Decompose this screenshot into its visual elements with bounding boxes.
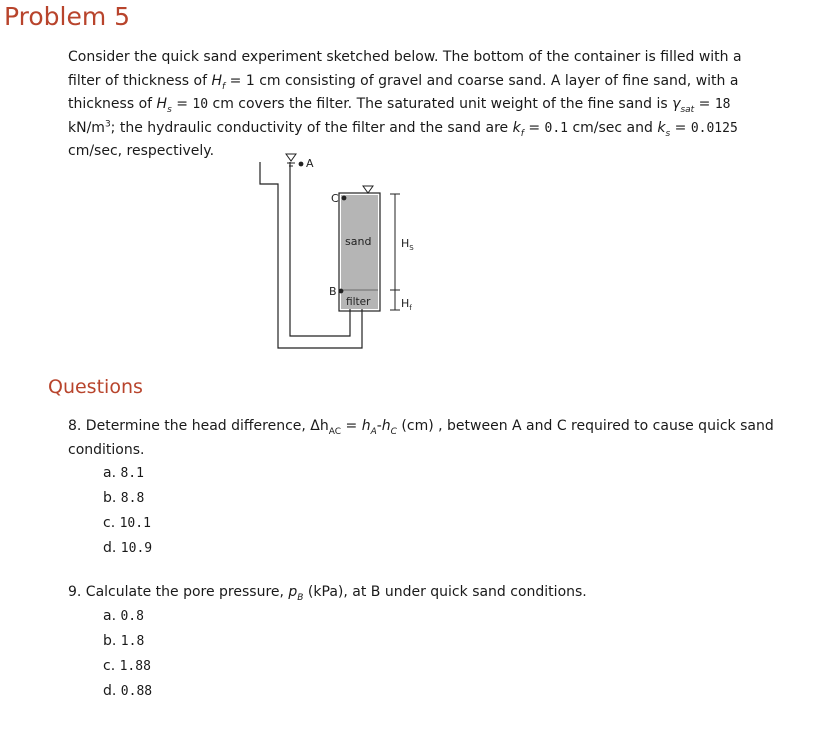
- water-level-icon-a: [286, 154, 296, 166]
- label-c: C: [331, 192, 339, 205]
- label-b: B: [329, 285, 337, 298]
- problem-title: Problem 5: [4, 2, 131, 31]
- point-a: [299, 162, 304, 167]
- question-9: 9. Calculate the pore pressure, $p_B$ (kPa), at B under quick sand conditions.: [68, 584, 587, 603]
- q9-option-a[interactable]: a. 0.8: [103, 608, 144, 624]
- quicksand-diagram: [250, 150, 440, 356]
- point-b: [339, 289, 344, 294]
- hf-label: $H_f$: [401, 297, 412, 312]
- q9-option-b[interactable]: b. 1.8: [103, 633, 145, 649]
- hs-label: $H_S$: [401, 237, 414, 252]
- q9-option-c[interactable]: c. 1.88: [103, 658, 151, 674]
- q8-option-b[interactable]: b. 8.8: [103, 490, 145, 506]
- question-9-options: [103, 604, 152, 704]
- sand-label: sand: [345, 235, 372, 248]
- water-level-icon-c: [363, 186, 373, 193]
- q8-option-c[interactable]: c. 10.1: [103, 515, 151, 531]
- q8-option-a[interactable]: a. 8.1: [103, 465, 144, 481]
- question-8-options: [103, 461, 152, 561]
- point-c: [342, 196, 347, 201]
- problem-statement: Consider the quick sand experiment sketched below. The bottom of the container is filled with a filter of thickness of $H_f = 1$ cm consisting of gravel and coarse sand. A layer of fine sand, with a thickness of $H_s = 10$ cm covers the filter. The saturated unit weight of the fine sand is $\gamma_{sat} = 18$ $kN/m^3$; the hydraulic conductivity of the filter and the sand are $k_f = 0.1$ cm/sec and $k_s = 0.0125$ cm/sec, respectively.: [68, 49, 742, 159]
- questions-title: Questions: [48, 376, 143, 398]
- question-8: 8. Determine the head difference, $\Delta h_{AC} = h_A-h_C$ (cm) , between A and C required to cause quick sand conditions.: [68, 418, 774, 458]
- filter-label: filter: [346, 296, 371, 308]
- q9-option-d[interactable]: d. 0.88: [103, 683, 153, 699]
- label-a: A: [306, 157, 314, 170]
- q8-option-d[interactable]: d. 10.9: [103, 540, 153, 556]
